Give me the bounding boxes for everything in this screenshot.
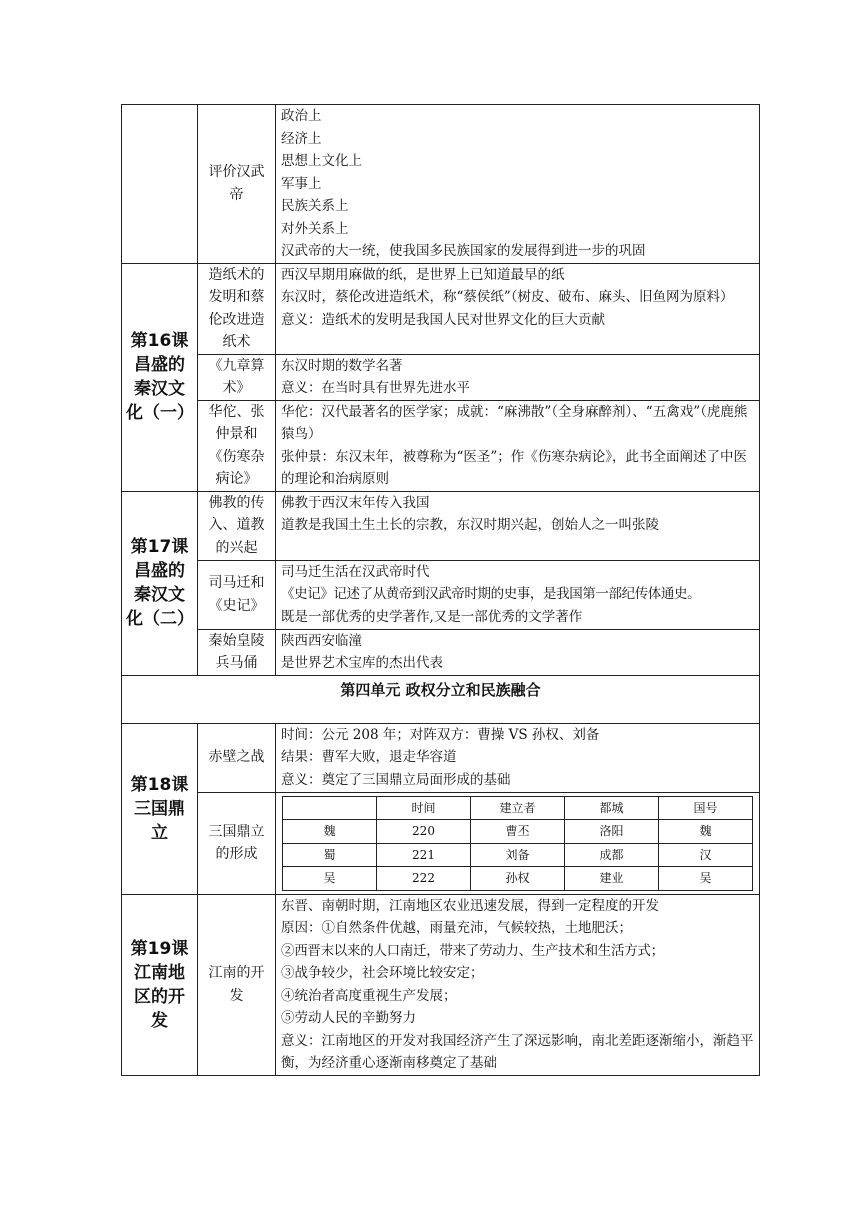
inner-row [283,843,753,867]
jiangnan-line: 意义：江南地区的开发对我国经济产生了深远影响，南北差距逐渐缩小，渐趋平衡，为经济重心逐渐南移奠定了基础 [281,1032,754,1071]
inner-cell: 洛阳 [565,820,659,844]
jiangnan-line: ⑤劳动人民的辛勤努力 [281,1010,416,1026]
jiangnan-line: 原因：①自然条件优越，雨量充沛，气候较热，土地肥沃； [281,920,632,936]
wudi-line: 军事上 [281,175,322,192]
row-math [122,354,760,400]
content-math [276,354,760,400]
inner-cell: 成都 [565,843,659,867]
inner-cell: 吴 [283,867,377,891]
inner-cell: 221 [377,843,471,867]
lesson-17: 第17课昌盛的秦汉文化（二） [122,491,198,675]
inner-header-cell: 都城 [565,796,659,820]
wudi-line: 经济上 [281,130,322,147]
topic-med: 华佗、张仲景和《伤寒杂病论》 [198,400,276,491]
inner-cell: 魏 [659,820,753,844]
buddha-line: 道教是我国土生土长的宗教，东汉时期兴起，创始人之一叫张陵 [281,517,659,533]
inner-cell: 汉 [659,843,753,867]
content-sanguo [276,792,760,894]
row-unit [122,675,760,723]
inner-header-cell [283,796,377,820]
content-qin [276,629,760,675]
sima-line: 既是一部优秀的史学著作,又是一部优秀的文学著作 [281,608,583,625]
jiangnan-line: 东晋、南朝时期，江南地区农业迅速发展，得到一定程度的开发 [281,897,659,914]
math-line: 意义：在当时具有世界先进水平 [281,380,470,396]
jiangnan-line: ④统治者高度重视生产发展； [281,987,457,1004]
topic-sima: 司马迁和《史记》 [198,560,276,629]
sima-line: 《史记》记述了从黄帝到汉武帝时期的史事，是我国第一部纪传体通史。 [281,586,701,602]
med-line: 华佗：汉代最著名的医学家；成就：“麻沸散”（全身麻醉剂）、“五禽戏”（虎鹿熊猿鸟） [281,403,748,442]
row-buddha [122,491,760,560]
inner-cell: 魏 [283,820,377,844]
row-qin [122,629,760,675]
topic-qin: 秦始皇陵兵马俑 [198,629,276,675]
paper-line: 西汉早期用麻做的纸，是世界上已知道最早的纸 [281,266,565,283]
lesson-19: 第19课江南地区的开发 [122,894,198,1075]
sima-line: 司马迁生活在汉武帝时代 [281,563,430,580]
topic-wudi: 评价汉武帝 [198,105,276,264]
content-buddha [276,491,760,560]
inner-cell: 曹丕 [471,820,565,844]
content-paper [276,263,760,354]
inner-cell: 孙权 [471,867,565,891]
qin-line: 是世界艺术宝库的杰出代表 [281,655,443,671]
qin-line: 陕西西安临潼 [281,632,362,649]
wudi-line: 思想上文化上 [281,153,362,169]
chibi-line: 时间：公元 208 年；对阵双方：曹操 VS 孙权、刘备 [281,726,600,743]
inner-cell: 吴 [659,867,753,891]
wudi-line: 对外关系上 [281,220,349,237]
topic-sanguo: 三国鼎立的形成 [198,792,276,894]
topic-math: 《九章算术》 [198,354,276,400]
lesson-18: 第18课三国鼎立 [122,723,198,894]
buddha-line: 佛教于西汉末年传入我国 [281,494,430,511]
inner-row [283,820,753,844]
lesson-cell-empty [122,105,198,264]
row-chibi [122,723,760,792]
row-med [122,400,760,491]
topic-paper: 造纸术的发明和蔡伦改进造纸术 [198,263,276,354]
lesson-16: 第16课昌盛的秦汉文化（一） [122,263,198,491]
inner-header-cell: 时间 [377,796,471,820]
chibi-line: 意义：奠定了三国鼎立局面形成的基础 [281,771,511,788]
content-wudi [276,105,760,264]
inner-cell: 刘备 [471,843,565,867]
content-chibi [276,723,760,792]
row-sanguo [122,792,760,894]
inner-row [283,867,753,891]
inner-header-cell: 建立者 [471,796,565,820]
wudi-line: 汉武帝的大一统，使我国多民族国家的发展得到进一步的巩固 [281,243,646,259]
content-jiangnan [276,894,760,1075]
med-line: 张仲景：东汉末年，被尊称为“医圣”；作《伤寒杂病论》，此书全面阐述了中医的理论和治病原则 [281,448,748,487]
paper-line: 东汉时，蔡伦改进造纸术，称“蔡侯纸”（树皮、破布、麻头、旧鱼网为原料） [281,289,734,305]
inner-header-cell: 国号 [659,796,753,820]
paper-line: 意义：造纸术的发明是我国人民对世界文化的巨大贡献 [281,311,605,328]
row-wudi [122,105,760,264]
row-paper [122,263,760,354]
wudi-line: 政治上 [281,108,322,124]
inner-cell: 220 [377,820,471,844]
inner-header-row [283,796,753,820]
inner-cell: 建业 [565,867,659,891]
content-med [276,400,760,491]
content-sima [276,560,760,629]
outline-table [121,104,760,1076]
wudi-line: 民族关系上 [281,198,349,214]
inner-cell: 222 [377,867,471,891]
topic-chibi: 赤壁之战 [198,723,276,792]
row-jiangnan [122,894,760,1075]
chibi-line: 结果：曹军大败，退走华容道 [281,749,457,765]
inner-cell: 蜀 [283,843,377,867]
topic-buddha: 佛教的传入、道教的兴起 [198,491,276,560]
unit-title: 第四单元 政权分立和民族融合 [122,675,760,723]
topic-jiangnan: 江南的开发 [198,894,276,1075]
row-sima [122,560,760,629]
jiangnan-line: ③战争较少，社会环境比较安定； [281,965,484,981]
jiangnan-line: ②西晋末以来的人口南迁，带来了劳动力、生产技术和生活方式； [281,942,664,959]
math-line: 东汉时期的数学名著 [281,357,403,374]
three-kingdoms-table [282,796,753,891]
